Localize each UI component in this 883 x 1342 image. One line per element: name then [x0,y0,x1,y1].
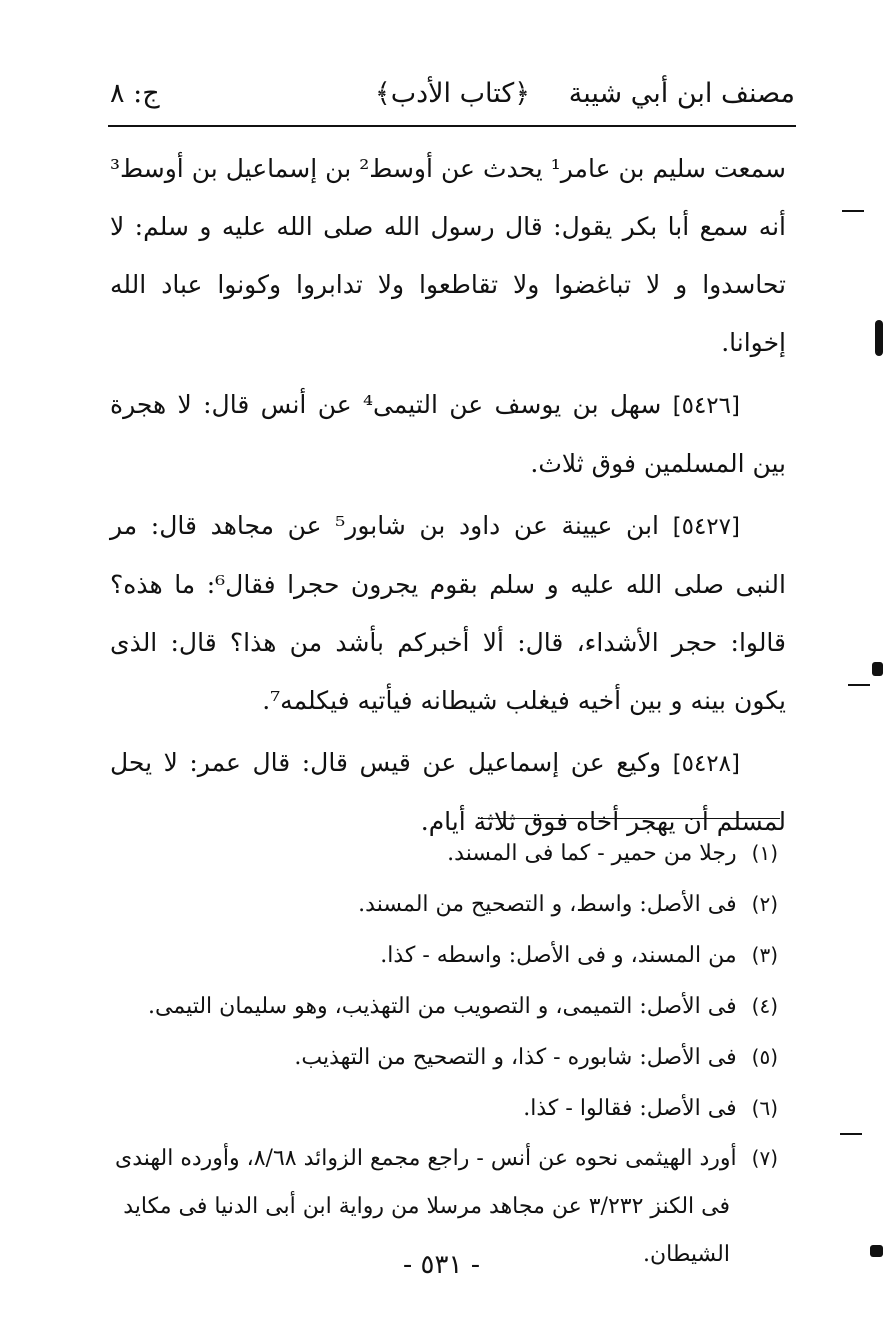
footnote-text: أورد الهيثمى نحوه عن أنس - راجع مجمع الزوائد ٨/٦٨، وأورده الهندى فى الكنز ٣/٢٣٢ عن مجاهد مرسلا من رواية ابن أبى الدنيا فى مكايد الشيطان. [114,1146,737,1267]
paragraph-text: وكيع عن إسماعيل عن قيس قال: قال عمر: لا يحل لمسلم أن يهجر أخاه فوق ثلاثة أيام. [110,748,786,836]
hadith-number: [٥٤٢٧] [672,514,740,540]
footnote-marker: (٢) [751,892,778,916]
footnote-text: فى الأصل: شابوره - كذا، و التصحيح من التهذيب. [294,1045,737,1070]
footnote-1 [108,828,778,879]
footnote-text: رجلا من حمير - كما فى المسند. [447,841,737,866]
footnote-marker: (٥) [751,1045,778,1069]
hadith-5426 [110,376,786,493]
footnote-marker: (٣) [751,943,778,967]
page-number: - ٥٣١ - [402,1250,481,1280]
footnote-4 [108,981,778,1032]
footnote-marker: (١) [751,841,778,865]
header-rule [108,125,796,127]
hadith-5427 [110,497,786,730]
footnote-3 [108,930,778,981]
paragraph-text: ابن عيينة عن داود بن شابور⁵ عن مجاهد قال: مر النبى صلى الله عليه و سلم بقوم يجرون حجرا فقال⁶: ما هذه؟ قالوا: حجر الأشداء، قال: ألا أخبركم بأشد من هذا؟ قال: الذى يكون بينه و بين أخيه فيغلب شيطانه فيأتيه فيكلمه⁷. [110,511,786,715]
scan-mark [875,320,883,356]
footnote-marker: (٤) [751,994,778,1018]
running-header [110,70,795,122]
scan-mark [872,662,883,676]
footnote-marker: (٧) [751,1146,778,1170]
footnote-separator [480,818,780,819]
footnote-text: فى الأصل: التميمى، و التصويب من التهذيب، وهو سليمان التيمى. [148,994,737,1019]
footnote-marker: (٦) [751,1096,778,1120]
footnote-text: فى الأصل: فقالوا - كذا. [523,1096,737,1121]
paragraph-text: سمعت سليم بن عامر¹ يحدث عن أوسط² بن إسماعيل بن أوسط³ أنه سمع أبا بكر يقول: قال رسول الله صلى الله عليه و سلم: لا تحاسدوا و لا تباغضوا ولا تقاطعوا ولا تدابروا وكونوا عباد الله إخوانا. [110,154,786,357]
chapter-title: ﴿كتاب الأدب﴾ [374,78,531,109]
footnote-2 [108,879,778,930]
paragraph-text: سهل بن يوسف عن التيمى⁴ عن أنس قال: لا هجرة بين المسلمين فوق ثلاث. [110,390,786,478]
footnotes [108,828,778,1279]
scan-mark [848,684,870,686]
scan-mark [870,1245,883,1257]
volume-number: ج: ٨ [110,78,160,109]
paragraph-continuation [110,140,786,372]
scan-mark [842,210,864,212]
main-text [110,140,786,855]
footnote-6 [108,1083,778,1134]
hadith-number: [٥٤٢٨] [672,751,740,777]
footnote-5 [108,1032,778,1083]
footnote-text: من المسند، و فى الأصل: واسطه - كذا. [380,943,737,968]
footnote-text: فى الأصل: واسط، و التصحيح من المسند. [358,892,737,917]
book-title: مصنف ابن أبي شيبة [568,78,795,109]
scan-mark [840,1133,862,1135]
hadith-number: [٥٤٢٦] [672,393,740,419]
